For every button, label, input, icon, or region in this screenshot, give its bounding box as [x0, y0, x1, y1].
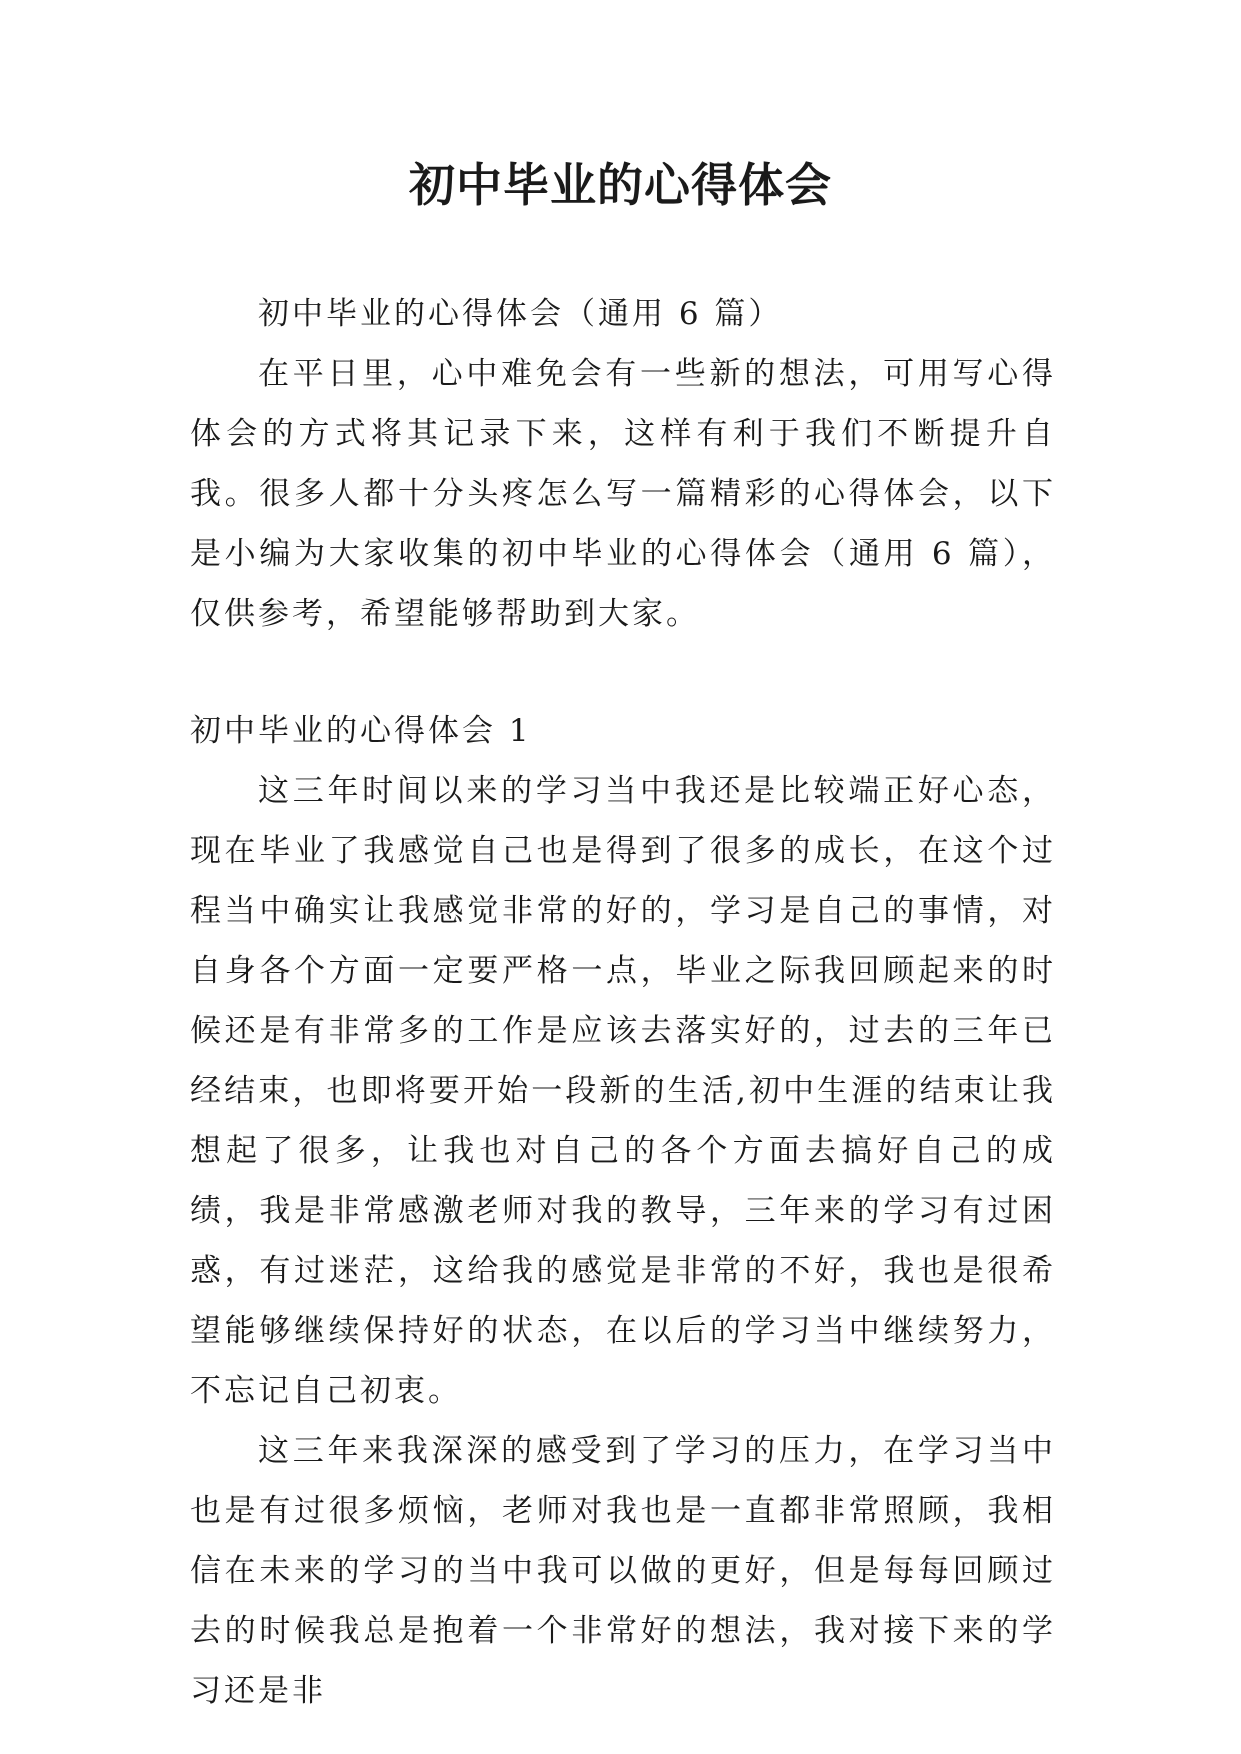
section-1 — [190, 701, 1056, 1721]
intro-block — [190, 284, 1056, 644]
intro-paragraph: 在平日里，心中难免会有一些新的想法，可用写心得体会的方式将其记录下来，这样有利于我们不断提升自我。很多人都十分头疼怎么写一篇精彩的心得体会，以下是小编为大家收集的初中毕业的心得体会（通用 6 篇），仅供参考，希望能够帮助到大家。 — [190, 356, 1056, 632]
document-subtitle: 初中毕业的心得体会（通用 6 篇） — [258, 296, 783, 332]
document-title: 初中毕业的心得体会 — [409, 158, 832, 212]
section-heading: 初中毕业的心得体会 1 — [190, 713, 532, 749]
section-paragraph: 这三年来我深深的感受到了学习的压力，在学习当中也是有过很多烦恼，老师对我也是一直都非常照顾，我相信在未来的学习的当中我可以做的更好，但是每每回顾过去的时候我总是抱着一个非常好的想法，我对接下来的学习还是非 — [190, 1433, 1056, 1709]
section-paragraph: 这三年时间以来的学习当中我还是比较端正好心态，现在毕业了我感觉自己也是得到了很多的成长，在这个过程当中确实让我感觉非常的好的，学习是自己的事情，对自身各个方面一定要严格一点，毕业之际我回顾起来的时候还是有非常多的工作是应该去落实好的，过去的三年已经结束，也即将要开始一段新的生活,初中生涯的结束让我想起了很多，让我也对自己的各个方面去搞好自己的成绩，我是非常感激老师对我的教导，三年来的学习有过困惑，有过迷茫，这给我的感觉是非常的不好，我也是很希望能够继续保持好的状态，在以后的学习当中继续努力，不忘记自己初衷。 — [190, 773, 1056, 1409]
